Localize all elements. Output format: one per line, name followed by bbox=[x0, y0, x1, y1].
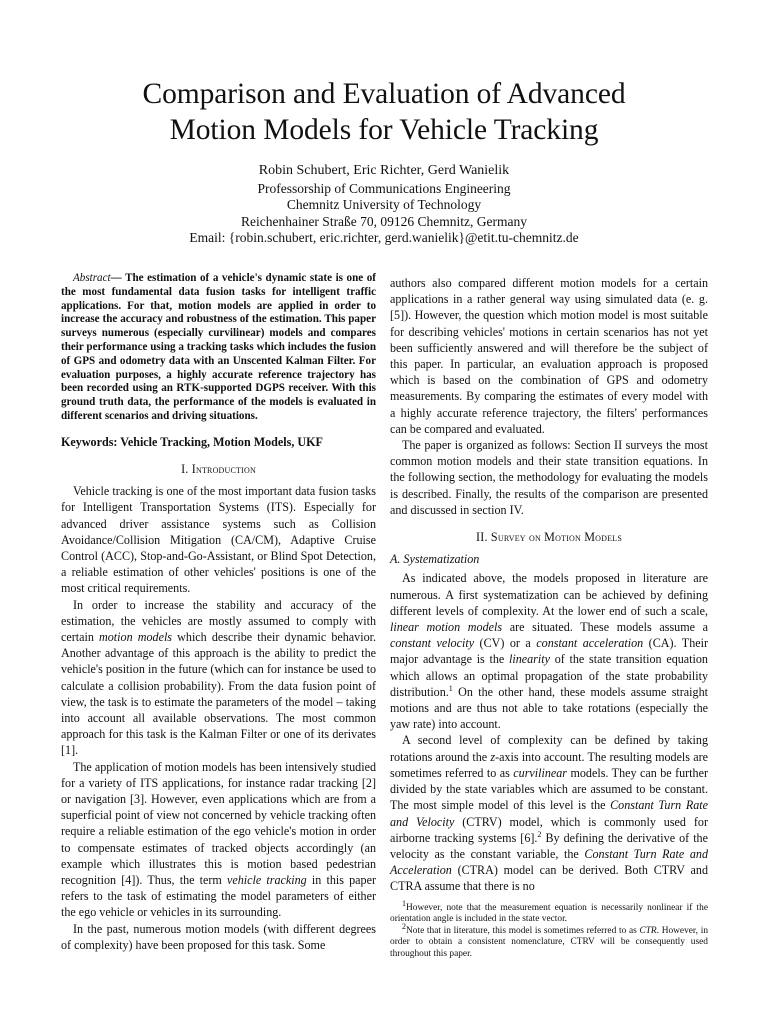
affiliation-address: Reichenhainer Straße 70, 09126 Chemnitz, Germany bbox=[240, 213, 528, 229]
abstract-text: The estimation of a vehicle's dynamic state is one of the most fundamental data fusion tasks for intelligent traffic applications. For that, motion models are applied in order to increase the accuracy and robustness of the estimation. This paper surveys numerous (especially curvilinear) models and compares their performance using a tracking tasks which includes the fusion of GPS and odometry data with an Unscented Kalman Filter. For evaluation purposes, a highly accurate reference trajectory has been recorded using an RTK-supported DGPS receiver. With this ground truth data, the performance of the models is evaluated in different scenarios and driving situations. bbox=[61, 272, 376, 422]
affiliation-university: Chemnitz University of Technology bbox=[286, 197, 482, 213]
title-line-1: Comparison and Evaluation of Advanced bbox=[142, 78, 626, 110]
footnote-2: $^2$Note that in literature, this model is sometimes referred to as CTR. However, in order to obtain a consistent nomenclature, CTRV will be consequently used throughout this paper. bbox=[390, 921, 709, 959]
section-heading-introduction: I. Introduction bbox=[181, 461, 256, 476]
paper-title bbox=[40, 76, 728, 148]
abstract bbox=[61, 272, 376, 424]
footnotes bbox=[390, 898, 709, 961]
intro-paragraph-4: In the past, numerous motion models (with different degrees of complexity) have been proposed for this task. Some bbox=[61, 921, 376, 952]
footnote-ref-1: 1 bbox=[448, 683, 453, 693]
intro-continued-paragraph: authors also compared different motion models for a certain applications in a rather general way using simulated data (e. g. [5]). However, the question which motion model is most suitable for describing vehicles' motions in certain scenarios has not yet been sufficiently answered and will therefore be the subject of this paper. In particular, an evaluation approach is proposed which is based on the combination of GPS and odometry measurements. By comparing the estimates of every model with a highly accurate reference trajectory, the filters' performances can be compared and evaluated. bbox=[390, 276, 708, 436]
author-email: Email: {robin.schubert, eric.richter, gerd.wanielik}@etit.tu-chemnitz.de bbox=[189, 230, 579, 246]
keywords: Keywords: Vehicle Tracking, Motion Models, UKF bbox=[61, 434, 323, 449]
abstract-label: Abstract bbox=[73, 272, 111, 284]
survey-paragraph-2: A second level of complexity can be defined by taking rotations around the z-axis into account. The resulting models are sometimes referred to as curvilinear models. They can be further divided by the state variables which are assumed to be constant. The most simple model of this level is the Constant Turn Rate and Velocity (CTRV) model, which is commonly used for airborne tracking systems [6].$^2$ By defining the derivative of the velocity as the constant variable, the Constant Turn Rate and Acceleration (CTRA) model can be derived. Both CTRV and CTRA assume that there is no bbox=[390, 733, 708, 894]
subsection-heading-systematization: A. Systematization bbox=[390, 552, 480, 567]
abstract-dash: — bbox=[110, 272, 126, 284]
title-line-2: Motion Models for Vehicle Tracking bbox=[169, 114, 599, 146]
term-vehicle-tracking: vehicle tracking bbox=[227, 873, 307, 888]
right-column bbox=[390, 275, 708, 960]
term-motion-models: motion models bbox=[99, 630, 173, 644]
author-block bbox=[40, 163, 728, 247]
survey-paragraph-1: As indicated above, the models proposed in literature are numerous. A first systematization can be achieved by defining different levels of complexity. At the lower end of such a scale, linear motion models are situated. These models assume a constant velocity (CV) or a constant acceleration (CA). Their major advantage is the linearity of the state transition equation which allows an optimal propagation of the state probability distribution.$^1$ On the other hand, these models assume straight motions and are thus not able to take rotations (especially the yaw rate) into account. bbox=[390, 571, 709, 732]
intro-paragraph-3: The application of motion models has been intensively studied for a variety of ITS applications, for instance radar tracking [2] or navigation [3]. However, even applications which are from a superficial point of view not concerned by vehicle tracking often require a reliable estimation of the ego vehicle's motion in order to compensate estimates of tracked objects accordingly (an example which illustrates this is motion based pedestrian recognition [4]). Thus, the term vehicle tracking in this paper refers to the task of estimating the model parameters of either the ego vehicle or vehicles in its surrounding. bbox=[61, 759, 376, 920]
author-names: Robin Schubert, Eric Richter, Gerd Wanielik bbox=[258, 163, 510, 178]
intro-paragraph-2: In order to increase the stability and accuracy of the estimation, the vehicles are mostly assumed to comply with certain motion models which describe their dynamic behavior. Another advantage of this approach is the ability to predict the vehicle's position in the future (which can for instance be used to calculate a collision probability). From the data fusion point of view, the task is to estimate the parameters of the model – taking into account all available observations. The most common approach for this task is the Kalman Filter or one of its derivates [1]. bbox=[61, 597, 377, 758]
intro-paragraph-1: Vehicle tracking is one of the most important data fusion tasks for Intelligent Transportation Systems (ITS). Especially for advanced driver assistance systems such as Collision Avoidance/Collision Mitigation (CA/CM), Adaptive Cruise Control (ACC), Stop-and-Go-Assistant, or Blind Spot Detection, a reliable estimation of other vehicles' positions is one of the most critical requirements. bbox=[61, 484, 376, 596]
affiliation-department: Professorship of Communications Engineering bbox=[257, 180, 511, 196]
section-heading-survey: II. Survey on Motion Models bbox=[476, 530, 622, 545]
left-column bbox=[61, 272, 376, 953]
footnote-ref-2: 2 bbox=[537, 829, 542, 839]
paper-organization-paragraph: The paper is organized as follows: Section II surveys the most common motion models and their state transition equations. In the following section, the methodology for evaluating the models is described. Finally, the results of the comparison are presented and discussed in section IV. bbox=[390, 438, 708, 517]
footnote-1: $^1$However, note that the measurement equation is necessarily nonlinear if the orientation angle is included in the state vector. bbox=[390, 898, 708, 925]
